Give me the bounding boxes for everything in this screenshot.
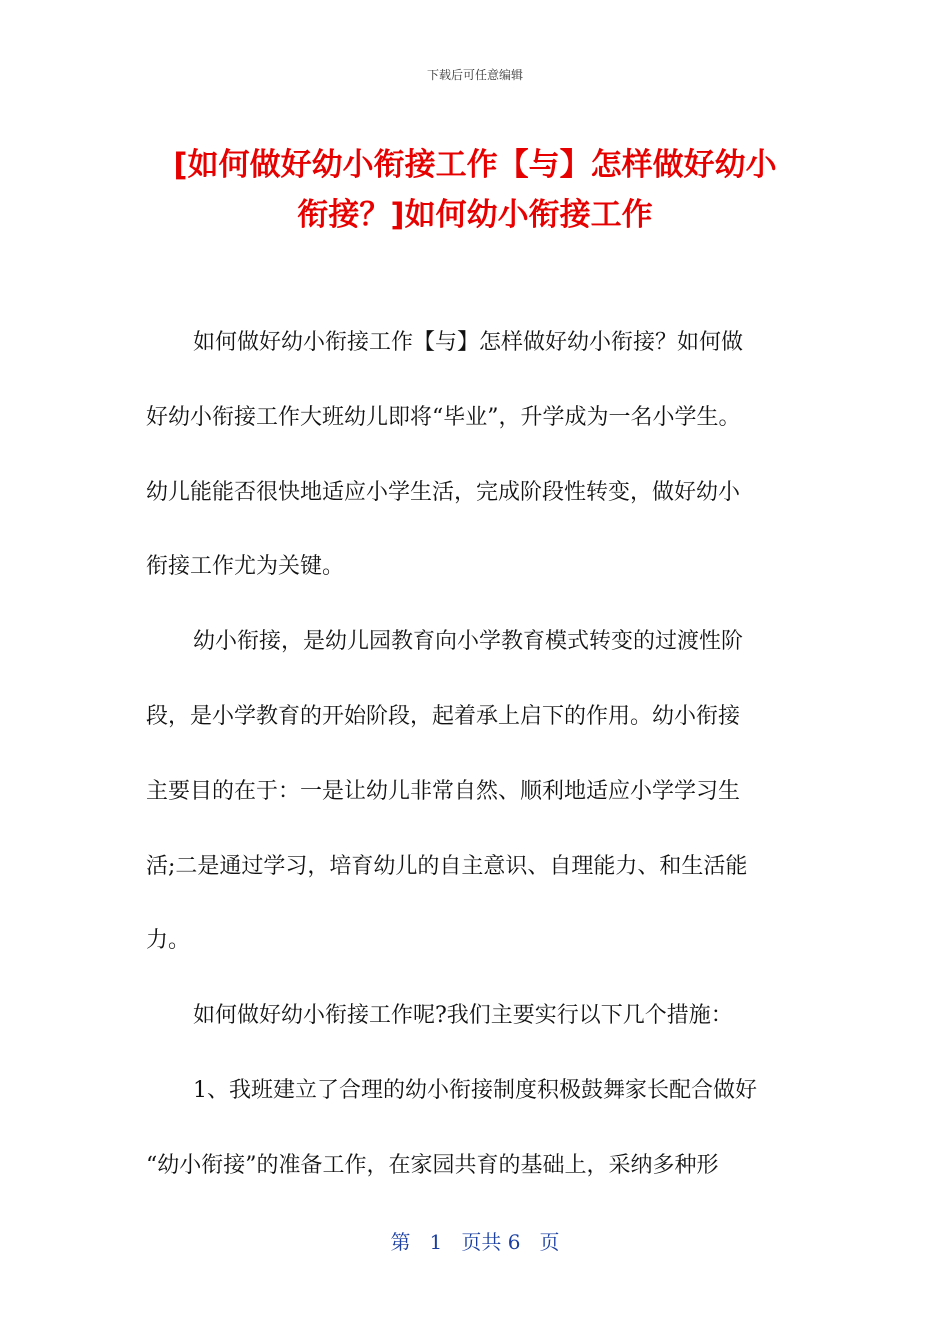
body-line: 幼小衔接，是幼儿园教育向小学教育模式转变的过渡性阶 bbox=[193, 629, 744, 655]
footer-suffix: 页 bbox=[539, 1230, 560, 1254]
page-footer bbox=[0, 1226, 950, 1255]
body-line: 活;二是通过学习，培育幼儿的自主意识、自理能力、和生活能 bbox=[146, 853, 748, 879]
document-title bbox=[120, 140, 830, 240]
footer-prefix: 第 bbox=[390, 1230, 411, 1254]
body-line: “幼小衔接”的准备工作，在家园共育的基础上，采纳多种形 bbox=[146, 1152, 719, 1178]
body-line: 力。 bbox=[146, 928, 191, 954]
body-line: 衔接工作尤为关键。 bbox=[146, 554, 345, 580]
footer-mid: 页共 bbox=[461, 1230, 502, 1254]
body-line: 如何做好幼小衔接工作呢?我们主要实行以下几个措施： bbox=[193, 1003, 733, 1029]
footer-total-pages: 6 bbox=[507, 1230, 521, 1254]
body-line: 幼儿能能否很快地适应小学生活，完成阶段性转变，做好幼小 bbox=[146, 479, 741, 505]
document-body bbox=[146, 320, 816, 1218]
body-line: 主要目的在于：一是让幼儿非常自然、顺利地适应小学学习生 bbox=[146, 778, 741, 804]
title-line-2: 衔接？]如何幼小衔接工作 bbox=[297, 197, 653, 233]
body-line: 如何做好幼小衔接工作【与】怎样做好幼小衔接？如何做 bbox=[193, 330, 744, 355]
body-line: 1、我班建立了合理的幼小衔接制度积极鼓舞家长配合做好 bbox=[193, 1077, 757, 1103]
header-note: 下载后可任意编辑 bbox=[426, 68, 523, 82]
body-line: 好幼小衔接工作大班幼儿即将“毕业”，升学成为一名小学生。 bbox=[146, 404, 741, 430]
footer-current-page: 1 bbox=[429, 1230, 443, 1254]
title-line-1: [如何做好幼小衔接工作【与】怎样做好幼小 bbox=[173, 147, 777, 183]
body-line: 段，是小学教育的开始阶段，起着承上启下的作用。幼小衔接 bbox=[146, 703, 741, 729]
